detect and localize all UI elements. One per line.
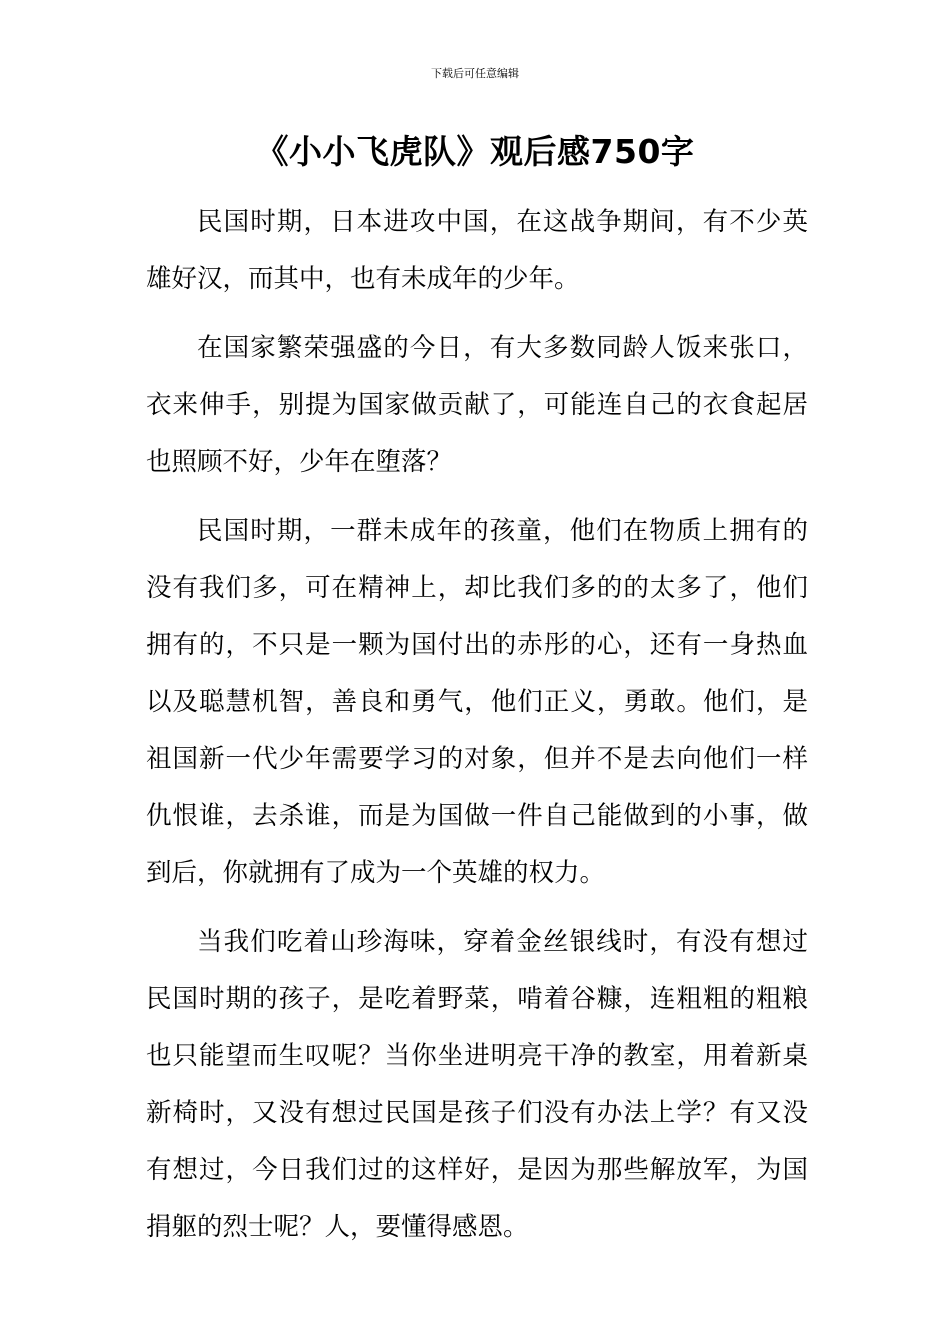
- essay-body: [146, 194, 808, 1268]
- paragraph-2: 在国家繁荣强盛的今日，有大多数同龄人饭来张口，衣来伸手，别提为国家做贡献了，可能连自己的衣食起居也照顾不好，少年在堕落？: [146, 333, 808, 477]
- paragraph-3: 民国时期，一群未成年的孩童，他们在物质上拥有的没有我们多，可在精神上，却比我们多的的太多了，他们拥有的，不只是一颗为国付出的赤彤的心，还有一身热血以及聪慧机智，善良和勇气，他们正义，勇敢。他们，是祖国新一代少年需要学习的对象，但并不是去向他们一样仇恨谁，去杀谁，而是为国做一件自己能做到的小事，做到后，你就拥有了成为一个英雄的权力。: [146, 516, 808, 888]
- paragraph-1: 民国时期，日本进攻中国，在这战争期间，有不少英雄好汉，而其中，也有未成年的少年。: [146, 207, 808, 294]
- document-title: 《小小飞虎队》观后感750字: [255, 132, 695, 171]
- header-note: 下载后可任意编辑: [431, 67, 519, 80]
- paragraph-4: 当我们吃着山珍海味，穿着金丝银线时，有没有想过民国时期的孩子，是吃着野菜，啃着谷糠，连粗粗的粗粮也只能望而生叹呢？当你坐进明亮干净的教室，用着新桌新椅时，又没有想过民国是孩子们没有办法上学？有又没有想过，今日我们过的这样好，是因为那些解放军，为国捐躯的烈士呢？人，要懂得感恩。: [146, 927, 808, 1242]
